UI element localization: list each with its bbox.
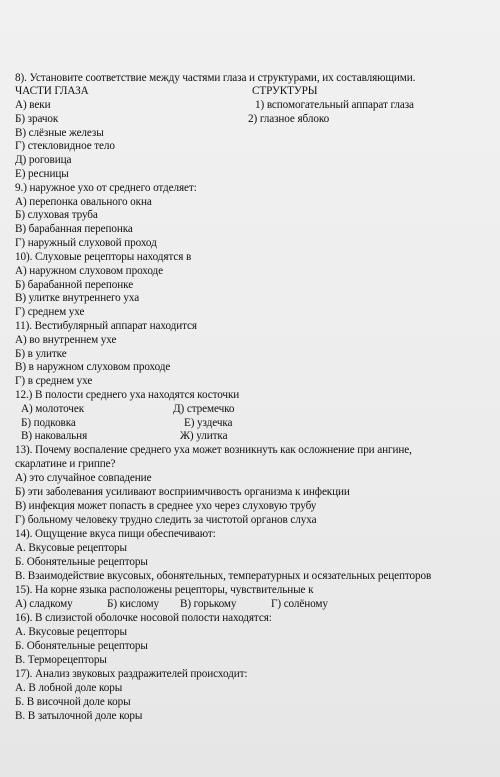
q12-row — [21, 417, 233, 431]
q17-option: А. В лобной доле коры — [15, 682, 123, 694]
q12-title: 12.) В полости среднего уха находятся косточки — [15, 389, 240, 401]
q13-option: А) это случайное совпадение — [15, 472, 152, 484]
q12-row-left: Б) подковка — [21, 417, 76, 429]
q13-title: 13). Почему воспаление среднего уха может возникнуть как осложнение при ангине, — [15, 444, 412, 456]
q15-options-row — [15, 598, 328, 612]
q8-row-left: Д) роговица — [15, 154, 72, 166]
q12-row-left: А) молоточек — [21, 403, 85, 415]
q17-option: В. В затылочной доле коры — [15, 710, 143, 722]
q10-option: Б) барабанной перепонке — [15, 279, 134, 291]
q12-row-left: В) наковальня — [21, 430, 88, 442]
q10-option: В) улитке внутреннего уха — [15, 292, 140, 304]
q15-option: Г) солёному — [271, 598, 328, 610]
q10-option: А) наружном слуховом проходе — [15, 265, 163, 277]
q11-option: А) во внутреннем ухе — [15, 334, 117, 346]
q9-option: В) барабанная перепонка — [15, 223, 133, 235]
q8-row-left: Б) зрачок — [15, 113, 59, 125]
q8-row — [15, 113, 330, 127]
q12-row-right: Д) стремечко — [173, 403, 235, 415]
q11-option: Г) в среднем ухе — [15, 375, 93, 387]
q15-title: 15). На корне языка расположены рецепторы, чувствительные к — [15, 584, 314, 596]
q13-title-cont: скарлатине и гриппе? — [15, 458, 116, 470]
q13-option: Г) больному человеку трудно следить за чистотой органов слуха — [15, 514, 317, 526]
q16-option: Б. Обонятельные рецепторы — [15, 640, 148, 652]
q12-row-right: Е) уздечка — [184, 417, 233, 429]
q12-row-right: Ж) улитка — [180, 430, 228, 442]
q8-title: 8). Установите соответствие между частями глаза и структурами, их составляющими. — [15, 72, 416, 84]
q12-row — [21, 430, 228, 444]
q8-row-left: Е) ресницы — [15, 168, 69, 180]
q8-row — [15, 99, 414, 113]
q13-option: В) инфекция может попасть в среднее ухо через слуховую трубу — [15, 500, 317, 512]
q13-option: Б) эти заболевания усиливают восприимчивость организма к инфекции — [15, 486, 350, 498]
q9-option: Г) наружный слуховой проход — [15, 237, 157, 249]
q11-option: Б) в улитке — [15, 348, 67, 360]
q8-row-left: А) веки — [15, 99, 51, 111]
q8-head-left: ЧАСТИ ГЛАЗА — [15, 85, 89, 97]
q8-header-row — [15, 85, 318, 99]
q15-option: А) сладкому — [15, 598, 73, 610]
q8-head-right: СТРУКТУРЫ — [252, 85, 318, 97]
q17-option: Б. В височной доле коры — [15, 696, 131, 708]
q14-option: В. Взаимодействие вкусовых, обонятельных, температурных и осязательных рецепторов — [15, 570, 432, 582]
q8-row-right: 1) вспомогательный аппарат глаза — [255, 99, 414, 111]
q8-row-left: В) слёзные железы — [15, 127, 104, 139]
q9-option: Б) слуховая труба — [15, 209, 98, 221]
q12-row — [21, 403, 235, 417]
q16-option: В. Терморецепторы — [15, 654, 107, 666]
q17-title: 17). Анализ звуковых раздражителей происходит: — [15, 668, 248, 680]
q10-title: 10). Слуховые рецепторы находятся в — [15, 251, 192, 263]
q16-title: 16). В слизистой оболочке носовой полости находятся: — [15, 612, 272, 624]
q9-option: А) перепонка овального окна — [15, 196, 152, 208]
q14-title: 14). Ощущение вкуса пищи обеспечивают: — [15, 528, 216, 540]
q11-option: В) в наружном слуховом проходе — [15, 361, 171, 373]
q10-option: Г) среднем ухе — [15, 306, 85, 318]
q8-row-right: 2) глазное яблоко — [248, 113, 330, 125]
q15-option: Б) кислому — [107, 598, 159, 610]
q14-option: Б. Обонятельные рецепторы — [15, 556, 148, 568]
q16-option: А. Вкусовые рецепторы — [15, 626, 127, 638]
q11-title: 11). Вестибулярный аппарат находится — [15, 320, 197, 332]
q14-option: А. Вкусовые рецепторы — [15, 542, 127, 554]
q9-title: 9.) наружное ухо от среднего отделяет: — [15, 182, 197, 194]
q8-row-left: Г) стекловидное тело — [15, 140, 115, 152]
q15-option: В) горькому — [180, 598, 237, 610]
